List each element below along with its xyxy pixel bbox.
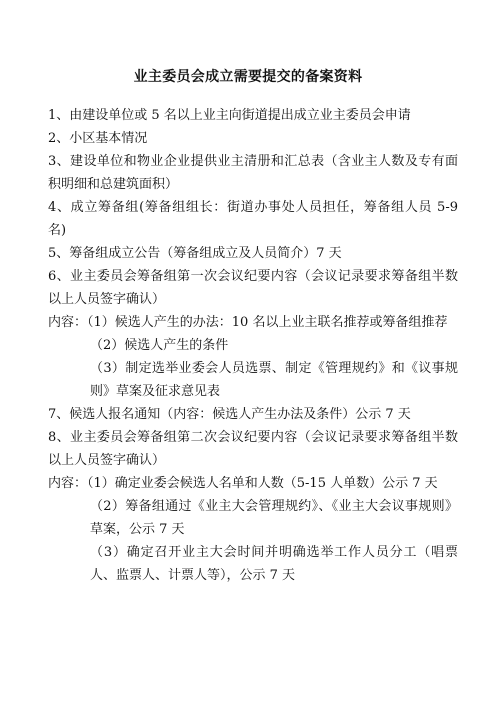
list-subitem: （3）确定召开业主大会时间并明确选举工作人员分工（唱票人、监票人、计票人等），公示 7 天 (90, 545, 458, 583)
document-title: 业主委员会成立需要提交的备案资料 (133, 69, 363, 85)
list-subitem: （2）候选人产生的条件 (90, 338, 229, 353)
list-item: 4、成立筹备组(筹备组组长：街道办事处人员担任，筹备组人员 5-9 名) (48, 200, 458, 238)
list-item: 1、由建设单位或 5 名以上业主向街道提出成立业主委员会申请 (48, 108, 411, 123)
list-item: 8、业主委员会筹备组第二次会议纪要内容（会议记录要求筹备组半数以上人员签字确认） (48, 430, 458, 468)
list-item: 7、候选人报名通知（内容：候选人产生办法及条件）公示 7 天 (48, 407, 411, 422)
document-body (48, 104, 458, 587)
list-item: 5、筹备组成立公告（筹备组成立及人员简介）7 天 (48, 246, 342, 261)
list-item: 6、业主委员会筹备组第一次会议纪要内容（会议记录要求筹备组半数以上人员签字确认） (48, 269, 458, 307)
list-item: 3、建设单位和物业企业提供业主清册和汇总表（含业主人数及专有面积明细和总建筑面积） (48, 154, 458, 192)
list-item: 内容：（1）确定业委会候选人名单和人数（5-15 人单数）公示 7 天 (48, 476, 438, 491)
list-item: 2、小区基本情况 (48, 131, 148, 146)
list-subitem: （2）筹备组通过《业主大会管理规约》、《业主大会议事规则》草案，公示 7 天 (90, 499, 458, 537)
list-item: 内容：（1）候选人产生的办法：10 名以上业主联名推荐或筹备组推荐 (48, 315, 448, 330)
list-subitem: （3）制定选举业委会人员选票、制定《管理规约》和《议事规则》草案及征求意见表 (90, 361, 458, 399)
